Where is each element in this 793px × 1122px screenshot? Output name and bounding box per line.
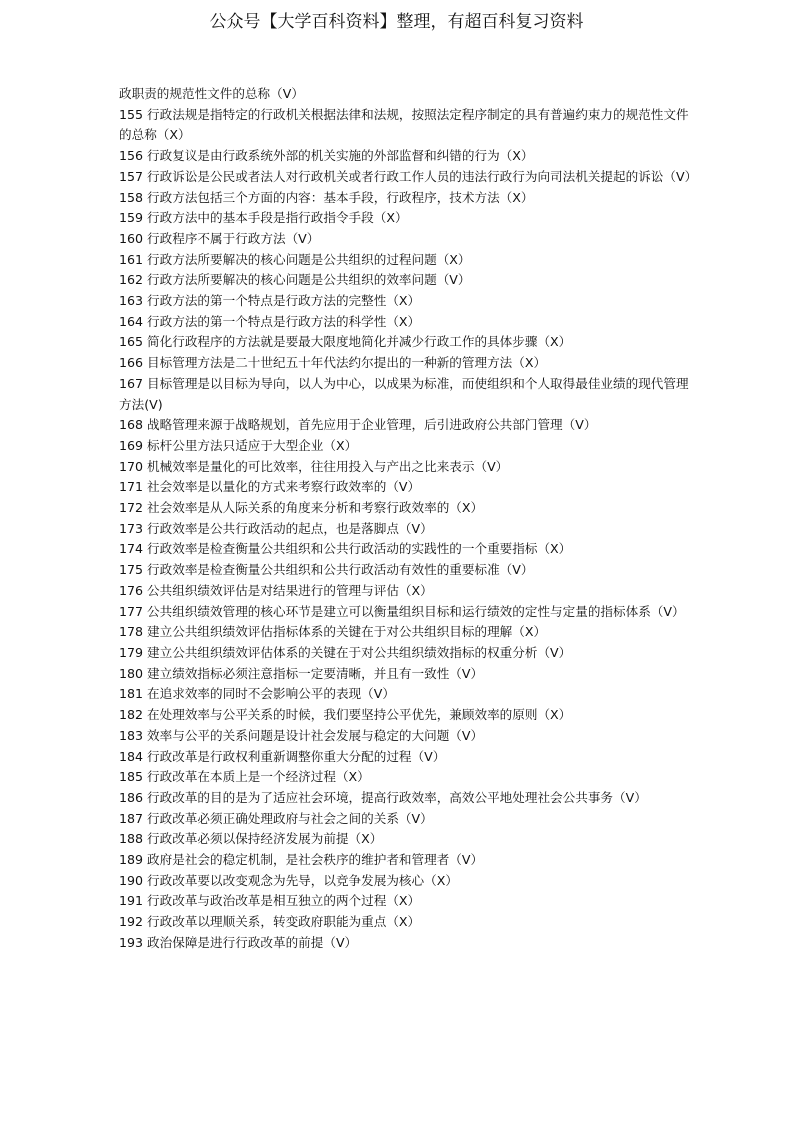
list-item: 174 行政效率是检查衡量公共组织和公共行政活动的实践性的一个重要指标（X）	[119, 541, 572, 557]
list-item: 176 公共组织绩效评估是对结果进行的管理与评估（X）	[119, 582, 433, 598]
list-item: 168 战略管理来源于战略规划，首先应用于企业管理，后引进政府公共部门管理（V）	[119, 417, 597, 433]
list-item: 187 行政改革必须正确处理政府与社会之间的关系（V）	[119, 810, 433, 826]
list-item: 161 行政方法所要解决的核心问题是公共组织的过程问题（X）	[119, 251, 471, 267]
list-item: 192 行政改革以理顺关系，转变政府职能为重点（X）	[119, 914, 421, 930]
list-item: 156 行政复议是由行政系统外部的机关实施的外部监督和纠错的行为（X）	[119, 148, 534, 164]
list-item: 170 机械效率是量化的可比效率，往往用投入与产出之比来表示（V）	[119, 458, 509, 474]
list-item: 162 行政方法所要解决的核心问题是公共组织的效率问题（V）	[119, 272, 471, 288]
list-item: 189 政府是社会的稳定机制，是社会秩序的维护者和管理者（V）	[119, 852, 484, 868]
list-item: 167 目标管理是以目标为导向，以人为中心，以成果为标准，而使组织和个人取得最佳业绩的现代管理方法(V)	[119, 375, 689, 412]
list-item: 155 行政法规是指特定的行政机关根据法律和法规，按照法定程序制定的具有普遍约束力的规范性文件的总称（X）	[119, 106, 689, 143]
list-item: 193 政治保障是进行行政改革的前提（V）	[119, 934, 358, 950]
list-item: 188 行政改革必须以保持经济发展为前提（X）	[119, 831, 383, 847]
list-item: 160 行政程序不属于行政方法（V）	[119, 230, 320, 246]
list-item: 185 行政改革在本质上是一个经济过程（X）	[119, 769, 370, 785]
list-item: 169 标杆公里方法只适应于大型企业（X）	[119, 437, 358, 453]
list-item: 183 效率与公平的关系问题是设计社会发展与稳定的大问题（V）	[119, 727, 484, 743]
list-item: 157 行政诉讼是公民或者法人对行政机关或者行政工作人员的违法行政行为向司法机关提起的诉讼（V）	[119, 168, 698, 184]
list-item: 166 目标管理方法是二十世纪五十年代法约尔提出的一种新的管理方法（X）	[119, 355, 547, 371]
question-list	[119, 84, 698, 954]
page-header: 公众号【大学百科资料】整理，有超百科复习资料	[209, 12, 584, 32]
list-item: 184 行政改革是行政权利重新调整你重大分配的过程（V）	[119, 748, 446, 764]
list-item: 181 在追求效率的同时不会影响公平的表现（V）	[119, 686, 395, 702]
list-item: 159 行政方法中的基本手段是指行政指令手段（X）	[119, 210, 408, 226]
list-item: 政职责的规范性文件的总称（V）	[119, 86, 304, 101]
list-item: 190 行政改革要以改变观念为先导，以竞争发展为核心（X）	[119, 872, 458, 888]
list-item: 186 行政改革的目的是为了适应社会环境，提高行政效率，高效公平地处理社会公共事务（V）	[119, 789, 647, 805]
list-item: 175 行政效率是检查衡量公共组织和公共行政活动有效性的重要标准（V）	[119, 562, 534, 578]
list-item: 163 行政方法的第一个特点是行政方法的完整性（X）	[119, 293, 421, 309]
list-item: 171 社会效率是以量化的方式来考察行政效率的（V）	[119, 479, 421, 495]
list-item: 179 建立公共组织绩效评估体系的关键在于对公共组织绩效指标的权重分析（V）	[119, 644, 572, 660]
list-item: 191 行政改革与政治改革是相互独立的两个过程（X）	[119, 893, 421, 909]
list-item: 178 建立公共组织绩效评估指标体系的关键在于对公共组织目标的理解（X）	[119, 624, 547, 640]
list-item: 182 在处理效率与公平关系的时候，我们要坚持公平优先，兼顾效率的原则（X）	[119, 707, 572, 723]
list-item: 173 行政效率是公共行政活动的起点，也是落脚点（V）	[119, 520, 433, 536]
list-item: 172 社会效率是从人际关系的角度来分析和考察行政效率的（X）	[119, 500, 484, 516]
list-item: 177 公共组织绩效管理的核心环节是建立可以衡量组织目标和运行绩效的定性与定量的指标体系（V）	[119, 603, 685, 619]
list-item: 158 行政方法包括三个方面的内容：基本手段，行政程序，技术方法（X）	[119, 189, 534, 205]
list-item: 180 建立绩效指标必须注意指标一定要清晰，并且有一致性（V）	[119, 665, 484, 681]
list-item: 164 行政方法的第一个特点是行政方法的科学性（X）	[119, 313, 421, 329]
list-item: 165 简化行政程序的方法就是要最大限度地简化并减少行政工作的具体步骤（X）	[119, 334, 572, 350]
